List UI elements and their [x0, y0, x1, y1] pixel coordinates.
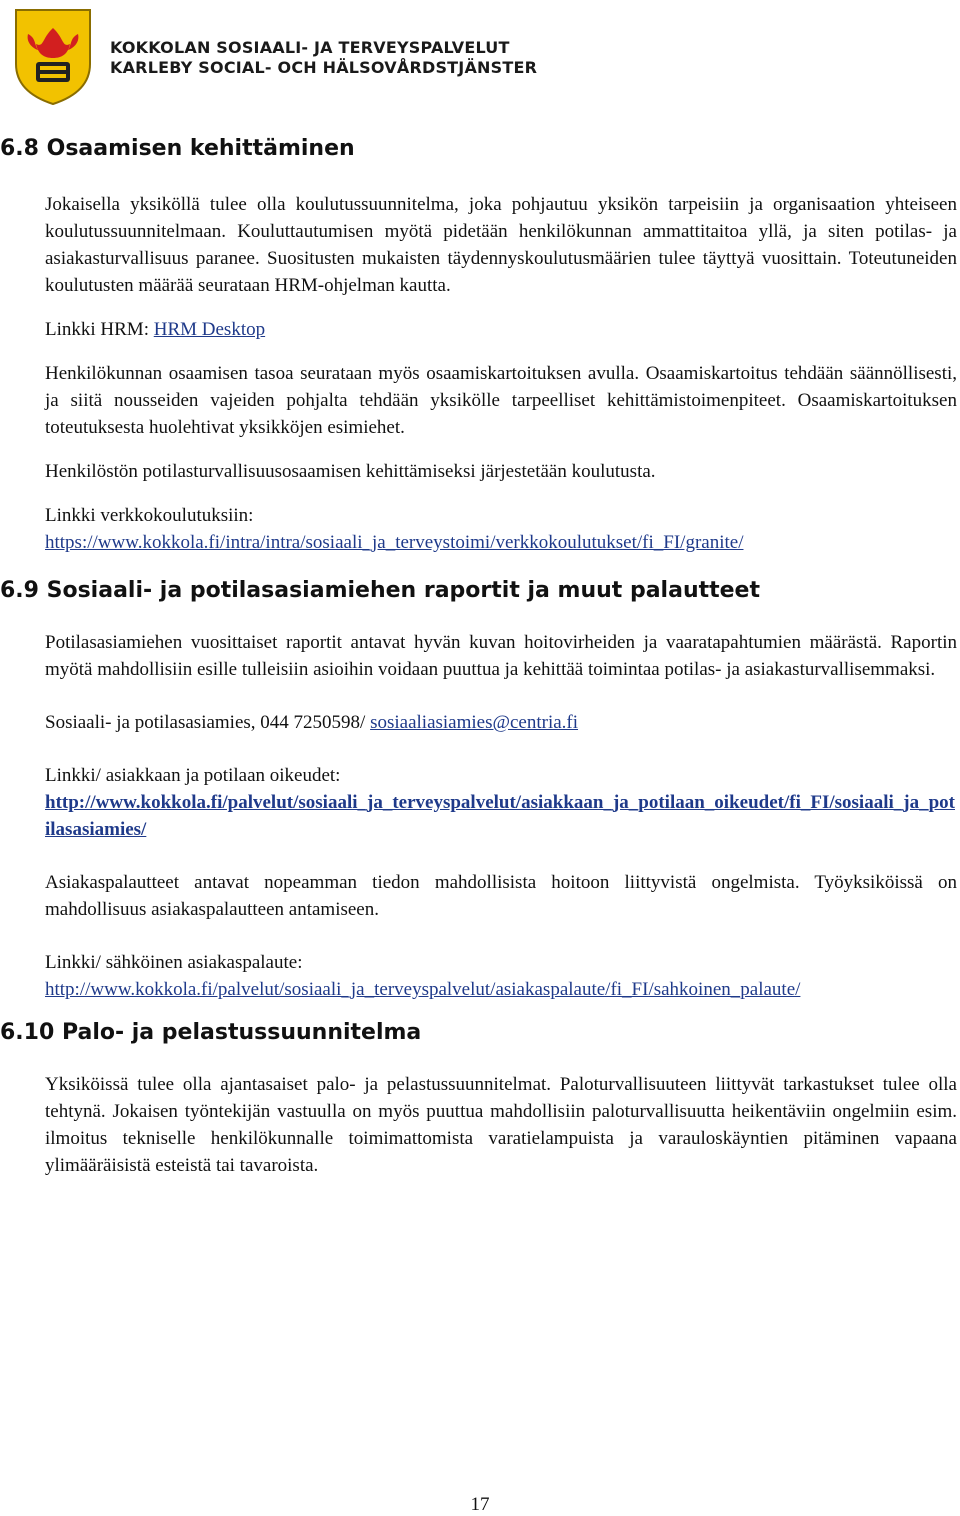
- rights-link-block: [45, 762, 957, 843]
- org-name-finnish: KOKKOLAN SOSIAALI- JA TERVEYSPALVELUT: [110, 38, 510, 57]
- page-number: 17: [470, 1494, 490, 1515]
- coat-of-arms-logo: [14, 8, 92, 106]
- paragraph: Henkilöstön potilasturvallisuusosaamisen kehittämiseksi järjestetään koulutusta.: [45, 461, 656, 482]
- feedback-link-label: Linkki/ sähköinen asiakaspalaute:: [45, 952, 303, 973]
- paragraph: Yksiköissä tulee olla ajantasaiset palo- ja pelastussuunnitelmat. Paloturvallisuuteen liittyvät tarkastukset tulee olla tehtynä. Jokaisen työntekijän vastuulla on myös puuttua mahdollisiin paloturvallisuutta heikentäviin ongelmiin esim. ilmoitus tekniselle henkilökunnalle toimimattomista varatielampuista ja varauloskäyntien pitäminen vapaana ylimääräisistä esteistä tai tavaroista.: [45, 1074, 957, 1176]
- contact-text: Sosiaali- ja potilasasiamies, 044 7250598/: [45, 712, 371, 733]
- contact-line: [45, 709, 957, 736]
- org-name-swedish: KARLEBY SOCIAL- OCH HÄLSOVÅRDSTJÄNSTER: [110, 58, 538, 77]
- paragraph: Henkilökunnan osaamisen tasoa seurataan myös osaamiskartoituksen avulla. Osaamiskartoitus tehdään säännöllisesti, ja siitä nousseiden vajeiden pohjalta tehdään yksikölle tarpeelliset kehittämistoimenpiteet. Osaamiskartoituksen toteutuksesta huolehtivat yksikköjen esimiehet.: [45, 363, 957, 438]
- paragraph: Asiakaspalautteet antavat nopeamman tiedon mahdollisista hoitoon liittyvistä ongelmista. Työyksiköissä on mahdollisuus asiakaspalautteen antamiseen.: [45, 872, 957, 920]
- rights-link-label: Linkki/ asiakkaan ja potilaan oikeudet:: [45, 765, 341, 786]
- document-body: [0, 136, 957, 1196]
- verkko-link-block: [45, 502, 957, 556]
- feedback-link[interactable]: http://www.kokkola.fi/palvelut/sosiaali_ja_terveyspalvelut/asiakaspalaute/fi_FI/sahkoinen_palaute/: [45, 979, 801, 1000]
- page-header: [14, 8, 574, 108]
- hrm-link-line: [45, 316, 957, 343]
- verkkokoulutukset-link[interactable]: https://www.kokkola.fi/intra/intra/sosiaali_ja_terveystoimi/verkkokoulutukset/fi_FI/granite/: [45, 532, 744, 553]
- section-title-6-9: 6.9 Sosiaali- ja potilasasiamiehen raportit ja muut palautteet: [0, 578, 760, 603]
- section-title-6-10: 6.10 Palo- ja pelastussuunnitelma: [0, 1020, 422, 1045]
- hrm-link-label: Linkki HRM:: [45, 319, 154, 340]
- rights-link[interactable]: http://www.kokkola.fi/palvelut/sosiaali_ja_terveyspalvelut/asiakkaan_ja_potilaan_oikeudet/fi_FI/sosiaali_ja_potilasasiamies/: [45, 792, 955, 840]
- contact-email-link[interactable]: sosiaaliasiamies@centria.fi: [370, 712, 579, 733]
- paragraph: Potilasasiamiehen vuosittaiset raportit antavat hyvän kuvan hoitovirheiden ja vaaratapahtumien määrästä. Raportin myötä mahdollisiin esille tulleisiin asioihin voidaan puuttua ja kehittää toimintaa potilas- ja asiakasturvallisemmaksi.: [45, 632, 957, 680]
- verkko-link-label: Linkki verkkokoulutuksiin:: [45, 505, 254, 526]
- feedback-link-block: [45, 949, 957, 1003]
- organization-name: [110, 38, 537, 78]
- section-title-6-8: 6.8 Osaamisen kehittäminen: [0, 136, 355, 161]
- paragraph: Jokaisella yksiköllä tulee olla koulutussuunnitelma, joka pohjautuu yksikön tarpeisiin ja organisaation yhteiseen koulutussuunnitelmaan. Kouluttautumisen myötä pidetään henkilökunnan ammattitaitoa yllä, ja siten potilas- ja asiakasturvallisuus paranee. Suositusten mukaisten täydennyskoulutusmäärien tulee täyttyä vuosittain. Toteutuneiden koulutusten määrää seurataan HRM-ohjelman kautta.: [45, 194, 957, 296]
- hrm-desktop-link[interactable]: HRM Desktop: [153, 319, 266, 340]
